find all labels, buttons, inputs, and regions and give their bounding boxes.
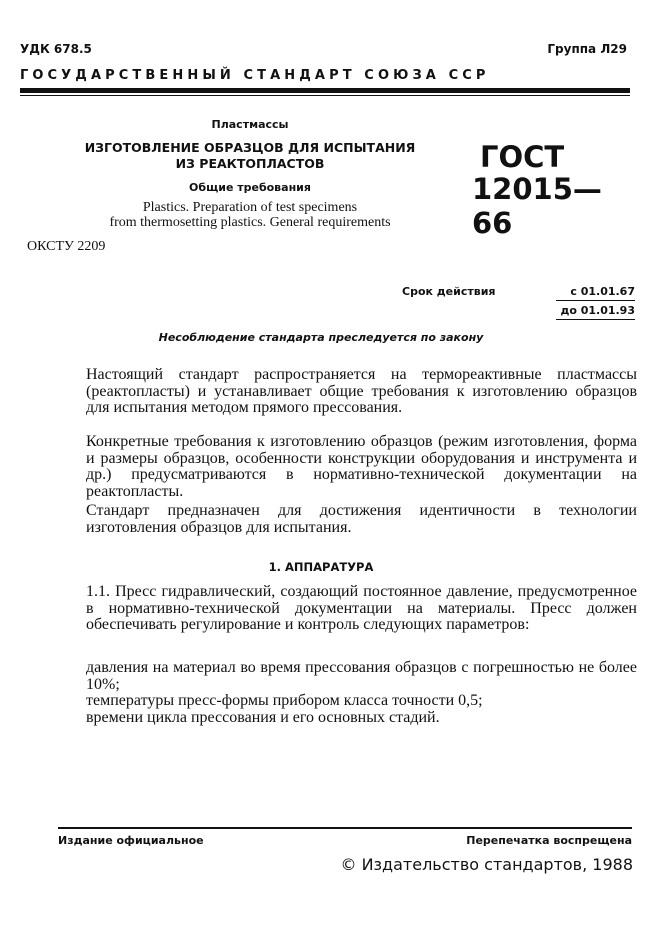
header-rule-thick bbox=[20, 88, 630, 93]
intro-paragraph-3: Стандарт предназначен для достижения идентичности в технологии изготовления образцов для испытания. bbox=[86, 502, 637, 536]
udk-code: УДК 678.5 bbox=[20, 42, 92, 56]
validity-to: до 01.01.93 bbox=[560, 304, 635, 317]
gost-label: ГОСТ bbox=[480, 140, 565, 174]
english-title bbox=[60, 200, 440, 230]
parameter-item: давления на материал во время прессования образцов с погрешностью не более 10%; bbox=[86, 659, 637, 693]
okstu-code: ОКСТУ 2209 bbox=[27, 239, 106, 254]
header-rule-thin bbox=[20, 95, 630, 96]
law-notice: Несоблюдение стандарта преследуется по закону bbox=[158, 331, 484, 344]
category-label: Пластмассы bbox=[211, 118, 289, 131]
reprint-notice: Перепечатка воспрещена bbox=[466, 834, 632, 847]
gost-number: 12015—66 bbox=[472, 172, 602, 240]
intro-paragraph-1: Настоящий стандарт распространяется на термореактивные пластмассы (реактопласты) и устанавливает общие требования к изготовлению образцов для испытания методом прямого прессования. bbox=[86, 366, 637, 416]
english-title-line-2: from thermosetting plastics. General requirements bbox=[109, 215, 391, 230]
footer-rule bbox=[58, 827, 632, 829]
state-standard-heading: ГОСУДАРСТВЕННЫЙ СТАНДАРТ СОЮЗА ССР bbox=[20, 68, 490, 83]
copyright-notice: © Издательство стандартов, 1988 bbox=[340, 855, 633, 874]
clause-1-1: 1.1. Пресс гидравлический, создающий постоянное давление, предусмотренное в нормативно-технической документации на материалы. Пресс должен обеспечивать регулирование и контроль следующих параметров: bbox=[86, 583, 637, 633]
official-edition-label: Издание официальное bbox=[58, 834, 204, 847]
title-line-2: ИЗ РЕАКТОПЛАСТОВ bbox=[175, 156, 325, 171]
validity-rule-2 bbox=[556, 319, 635, 320]
validity-label: Срок действия bbox=[402, 285, 496, 298]
parameter-item: температуры пресс-формы прибором класса точности 0,5; bbox=[86, 692, 483, 709]
group-code: Группа Л29 bbox=[547, 42, 627, 56]
intro-paragraph-2: Конкретные требования к изготовлению образцов (режим изготовления, форма и размеры образцов, особенности конструкции оборудования и инструмента и др.) предусматриваются в нормативно-технической документации на реактопласты. bbox=[86, 433, 637, 500]
document-subtitle: Общие требования bbox=[189, 181, 311, 194]
title-line-1: ИЗГОТОВЛЕНИЕ ОБРАЗЦОВ ДЛЯ ИСПЫТАНИЯ bbox=[84, 140, 416, 155]
validity-from: с 01.01.67 bbox=[570, 285, 635, 298]
validity-rule-1 bbox=[556, 300, 635, 301]
parameter-item: времени цикла прессования и его основных стадий. bbox=[86, 709, 440, 726]
section-heading: 1. АППАРАТУРА bbox=[268, 560, 374, 574]
english-title-line-1: Plastics. Preparation of test specimens bbox=[142, 200, 358, 215]
document-title bbox=[60, 140, 440, 172]
